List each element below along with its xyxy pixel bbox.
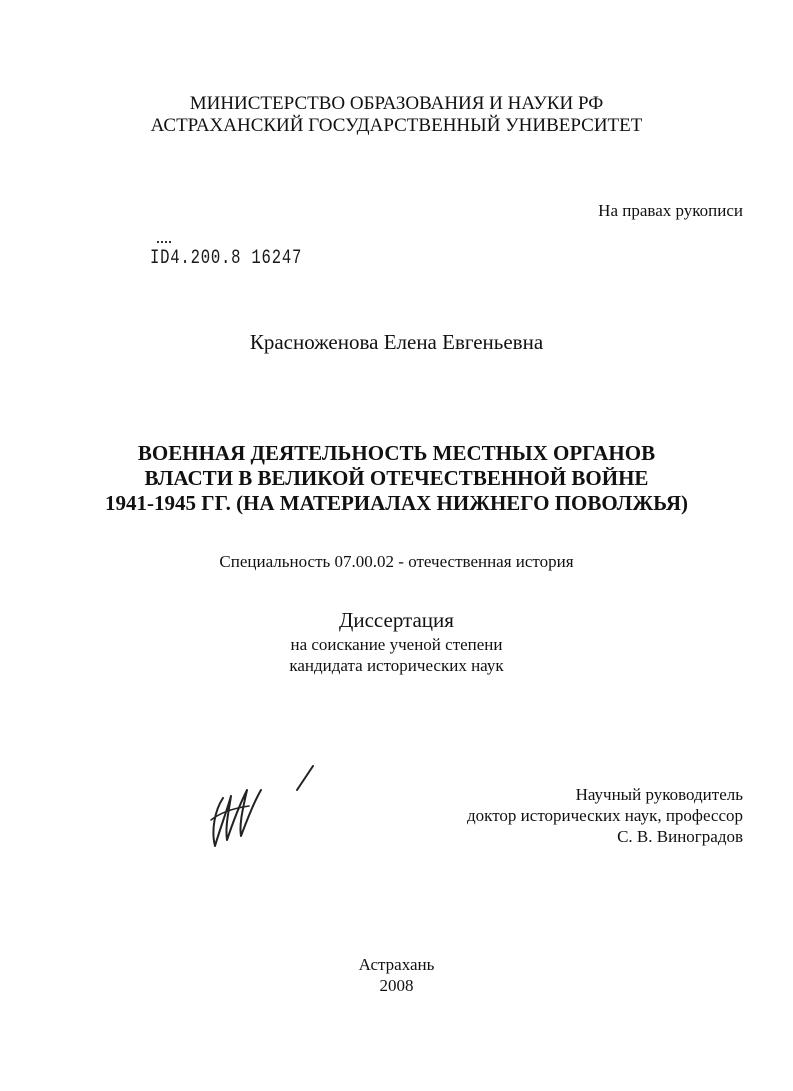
title-line: ВОЕННАЯ ДЕЯТЕЛЬНОСТЬ МЕСТНЫХ ОРГАНОВ (137, 441, 656, 465)
dissertation-heading: Диссертация (339, 608, 454, 632)
registry-stamp: ID4.200.8 16247 (150, 247, 303, 270)
supervisor-block (467, 784, 743, 847)
title-line: 1941-1945 ГГ. (НА МАТЕРИАЛАХ НИЖНЕГО ПОВОЛЖЬЯ) (104, 491, 689, 515)
supervisor-name: С. В. Виноградов (617, 827, 743, 846)
stamp-dots (157, 241, 171, 245)
year: 2008 (379, 976, 414, 995)
specialty: Специальность 07.00.02 - отечественная история (219, 552, 574, 571)
footer-block (0, 954, 793, 996)
degree-line: на соискание ученой степени (290, 635, 503, 654)
author-name: Красноженова Елена Евгеньевна (249, 330, 544, 354)
supervisor-role: Научный руководитель (575, 785, 743, 804)
city-name: Астрахань (358, 955, 435, 974)
header-block (0, 93, 793, 137)
degree-line: кандидата исторических наук (289, 656, 504, 675)
title-line: ВЛАСТИ В ВЕЛИКОЙ ОТЕЧЕСТВЕННОЙ ВОЙНЕ (144, 466, 649, 490)
signature-icon (205, 760, 325, 855)
university-name: АСТРАХАНСКИЙ ГОСУДАРСТВЕННЫЙ УНИВЕРСИТЕТ (150, 115, 643, 136)
supervisor-degree: доктор исторических наук, профессор (467, 806, 743, 825)
dissertation-degree (0, 634, 793, 676)
manuscript-note: На правах рукописи (598, 201, 743, 220)
ministry-name: МИНИСТЕРСТВО ОБРАЗОВАНИЯ И НАУКИ РФ (189, 93, 604, 114)
dissertation-title (0, 441, 793, 516)
